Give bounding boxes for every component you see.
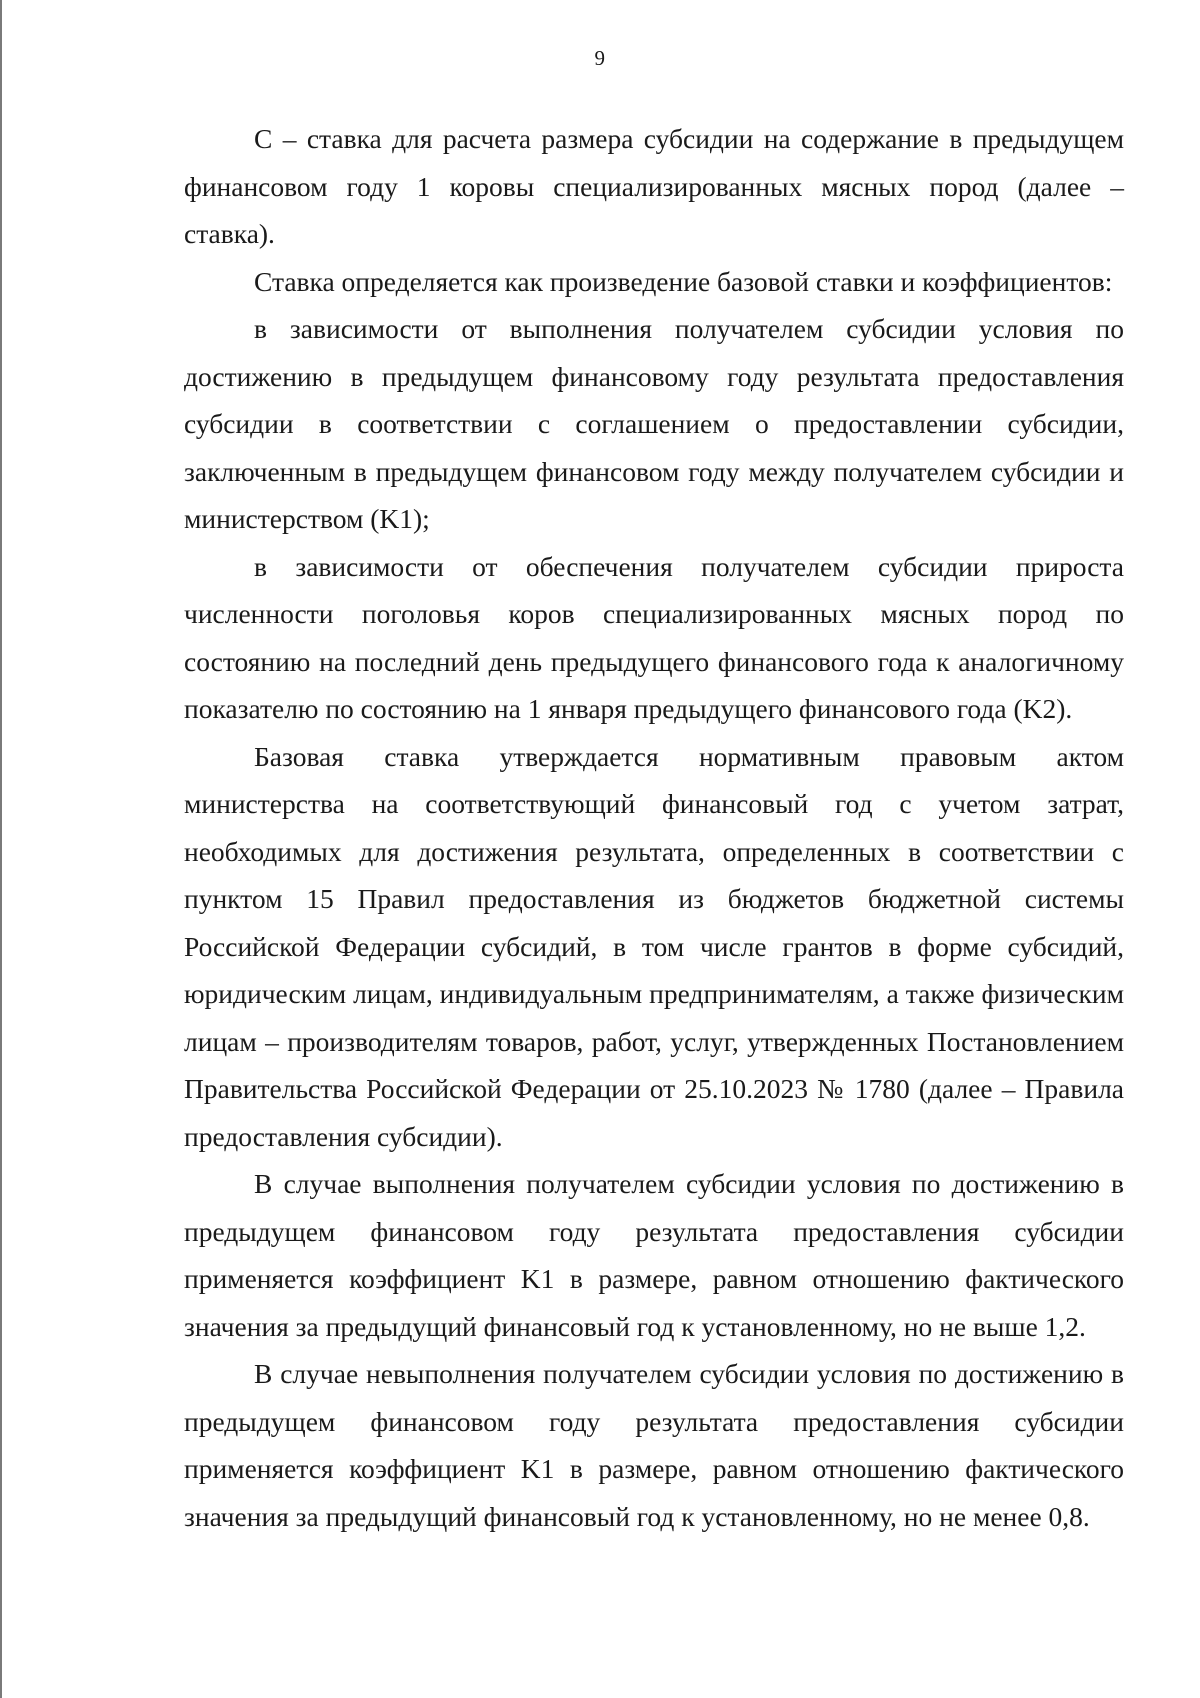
paragraph-k1-fulfilled: В случае выполнения получателем субсидии условия по достижению в предыдущем финансовом году результата предоставления субсидии применяется коэффициент K1 в размере, равном отношению фактического значения за предыдущий финансовый год к установленному, но не выше 1,2. (184, 1168, 1124, 1342)
page-number: 9 (594, 46, 606, 70)
paragraph-rate-formula: Ставка определяется как произведение базовой ставки и коэффициентов: (254, 265, 1113, 297)
paragraph-rate-definition: С – ставка для расчета размера субсидии на содержание в предыдущем финансовом году 1 коровы специализированных мясных пород (далее – ставка). (184, 123, 1124, 249)
document-body (184, 115, 1124, 1540)
paragraph-coefficient-k2: в зависимости от обеспечения получателем субсидии прироста численности поголовья коров специализированных мясных пород по состоянию на последний день предыдущего финансового года к аналогичному показателю по состоянию на 1 января предыдущего финансового года (K2). (184, 550, 1124, 724)
page-edge-line (0, 0, 2, 1698)
paragraph-coefficient-k1: в зависимости от выполнения получателем субсидии условия по достижению в предыдущем финансовому году результата предоставления субсидии в соответствии с соглашением о предоставлении субсидии, заключенным в предыдущем финансовом году между получателем субсидии и министерством (K1); (184, 313, 1124, 534)
paragraph-k1-unfulfilled: В случае невыполнения получателем субсидии условия по достижению в предыдущем финансовом году результата предоставления субсидии применяется коэффициент K1 в размере, равном отношению фактического значения за предыдущий финансовый год к установленному, но не менее 0,8. (184, 1358, 1124, 1532)
paragraph-base-rate: Базовая ставка утверждается нормативным правовым актом министерства на соответствующий финансовый год с учетом затрат, необходимых для достижения результата, определенных в соответствии с пунктом 15 Правил предоставления из бюджетов бюджетной системы Российской Федерации субсидий, в том числе грантов в форме субсидий, юридическим лицам, индивидуальным предпринимателям, а также физическим лицам – производителям товаров, работ, услуг, утвержденных Постановлением Правительства Российской Федерации от 25.10.2023 № 1780 (далее – Правила предоставления субсидии). (184, 740, 1124, 1152)
